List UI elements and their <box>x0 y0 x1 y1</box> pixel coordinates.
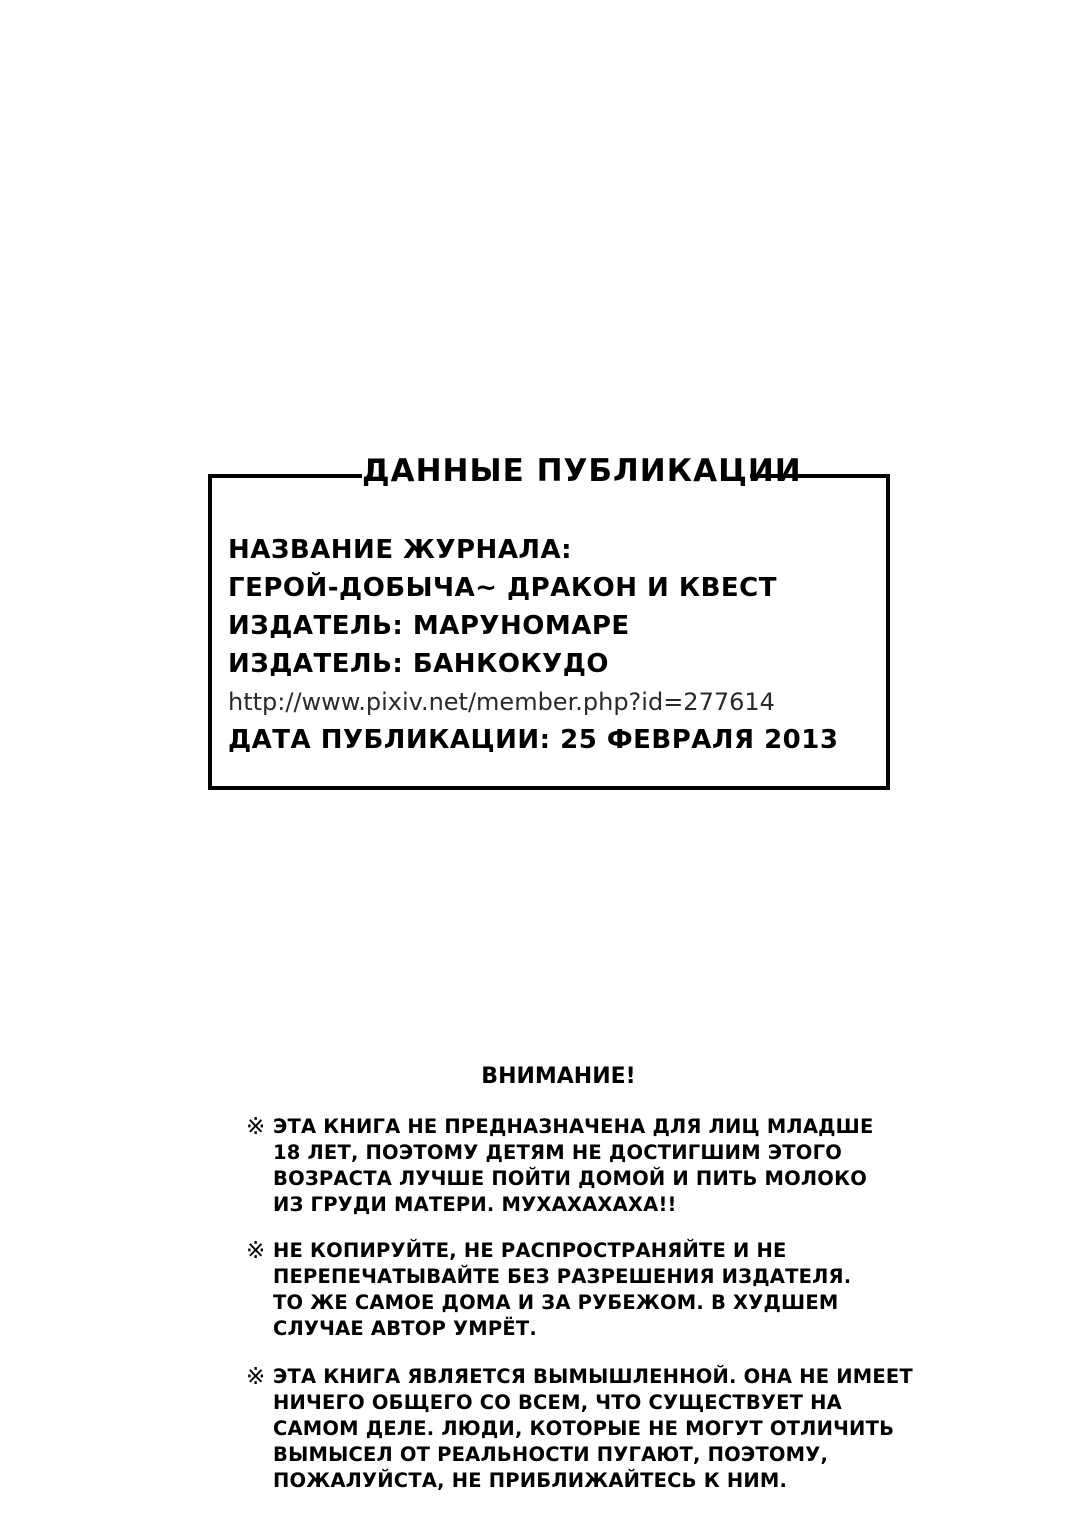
note-line: СЛУЧАЕ АВТОР УМРЁТ. <box>273 1317 537 1340</box>
note-line: НЕ КОПИРУЙТЕ, НЕ РАСПРОСТРАНЯЙТЕ И НЕ <box>273 1239 787 1262</box>
magazine-title: ГЕРОЙ-ДОБЫЧА~ ДРАКОН И КВЕСТ <box>228 573 777 603</box>
reference-mark-icon: ※ <box>246 1364 266 1390</box>
note-line: САМОМ ДЕЛЕ. ЛЮДИ, КОТОРЫЕ НЕ МОГУТ ОТЛИЧИТЬ <box>273 1417 895 1440</box>
note-line: ТО ЖЕ САМОЕ ДОМА И ЗА РУБЕЖОМ. В ХУДШЕМ <box>273 1291 839 1314</box>
note-line: НИЧЕГО ОБЩЕГО СО ВСЕМ, ЧТО СУЩЕСТВУЕТ НА <box>273 1391 842 1414</box>
warning-note <box>246 1238 936 1342</box>
note-line: ИЗ ГРУДИ МАТЕРИ. МУХАХАХАХА!! <box>273 1193 677 1216</box>
publisher-url: http://www.pixiv.net/member.php?id=277614 <box>228 688 775 716</box>
publication-details <box>228 531 888 759</box>
note-line: ЭТА КНИГА ЯВЛЯЕТСЯ ВЫМЫШЛЕННОЙ. ОНА НЕ ИМЕЕТ <box>273 1365 913 1388</box>
note-line: ПЕРЕПЕЧАТЫВАЙТЕ БЕЗ РАЗРЕШЕНИЯ ИЗДАТЕЛЯ. <box>273 1265 852 1288</box>
reference-mark-icon: ※ <box>246 1238 266 1264</box>
note-line: ВЫМЫСЕЛ ОТ РЕАЛЬНОСТИ ПУГАЮТ, ПОЭТОМУ, <box>273 1443 829 1466</box>
publication-title: ДАННЫЕ ПУБЛИКАЦИИ <box>362 447 750 495</box>
warning-note <box>246 1364 936 1494</box>
note-line: 18 ЛЕТ, ПОЭТОМУ ДЕТЯМ НЕ ДОСТИГШИМ ЭТОГО <box>273 1141 842 1164</box>
reference-mark-icon: ※ <box>246 1114 266 1140</box>
note-line: ПОЖАЛУЙСТА, НЕ ПРИБЛИЖАЙТЕСЬ К НИМ. <box>273 1469 788 1492</box>
note-line: ЭТА КНИГА НЕ ПРЕДНАЗНАЧЕНА ДЛЯ ЛИЦ МЛАДШЕ <box>273 1115 874 1138</box>
publisher-line-2: ИЗДАТЕЛЬ: БАНКОКУДО <box>228 649 609 679</box>
warning-heading: ВНИМАНИЕ! <box>481 1064 636 1089</box>
publication-date: ДАТА ПУБЛИКАЦИИ: 25 ФЕВРАЛЯ 2013 <box>228 725 839 755</box>
publisher-line-1: ИЗДАТЕЛЬ: МАРУНОМАРЕ <box>228 611 630 641</box>
note-line: ВОЗРАСТА ЛУЧШЕ ПОЙТИ ДОМОЙ И ПИТЬ МОЛОКО <box>273 1167 867 1190</box>
warning-note <box>246 1114 936 1218</box>
magazine-label: НАЗВАНИЕ ЖУРНАЛА: <box>228 535 573 565</box>
